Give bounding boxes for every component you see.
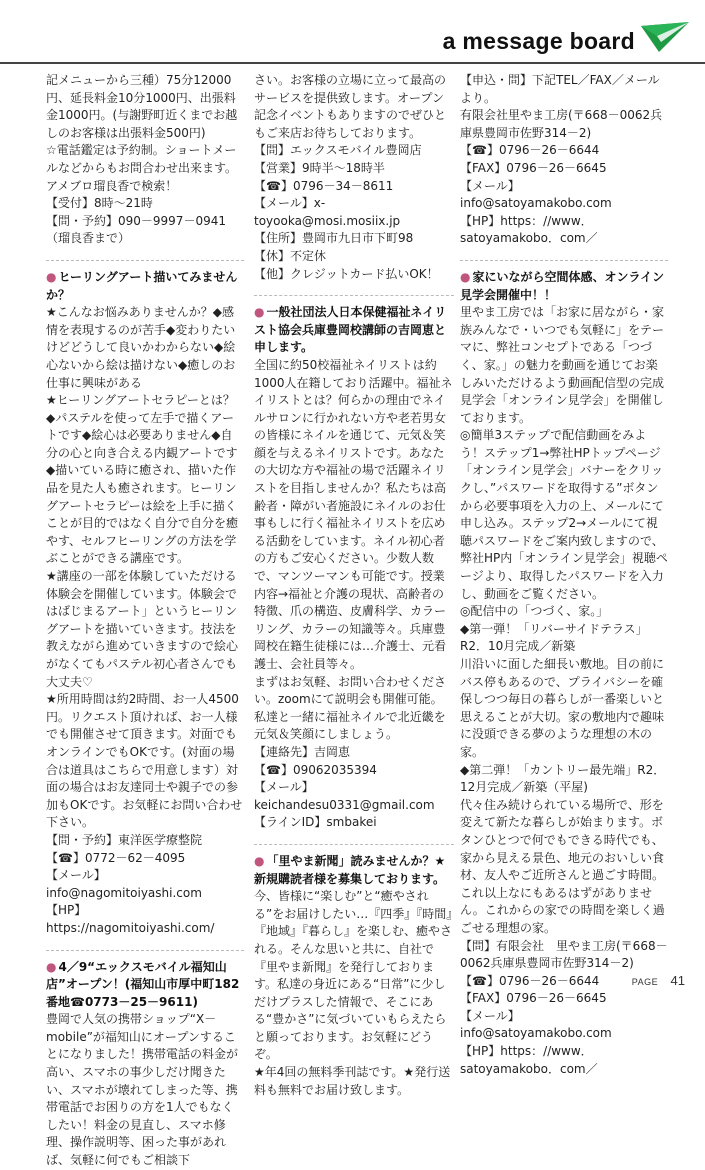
article-text: ◎簡単3ステップで配信動画をみよう！ステップ1→弊社HPトップページ「オンライン見学会」バナーをクリックし、”パスワードを取得する”ボタンから必要事項を入力の上、メールにて申し込み。ステップ2→メールにて視聴パスワードをご案内致しますので、弊社HP内「オンライン見学会」視聴ページより、取得したパスワードを入力し、動画をご覧ください。 bbox=[460, 428, 668, 601]
article-text: 【問】エックスモバイル豊岡店 bbox=[254, 143, 422, 158]
page-label: PAGE bbox=[631, 977, 659, 987]
article-text: 【ラインID】smbakei bbox=[254, 815, 377, 830]
article-text: 川沿いに面した細長い敷地。目の前にバス停もあるので、プライバシーを確保しつつ毎日の暮らしが一番楽しいと思えることが大切。家の敷地内で趣味に没頭できる夢のような理想の木の家。 bbox=[460, 657, 665, 759]
article-heading-text: 家にいながら空間体感、オンライン見学会開催中！！ bbox=[460, 269, 665, 302]
article-text: 【メール】keichandesu0331@gmail.com bbox=[254, 780, 435, 812]
article-text: ★年4回の無料季刊誌です。★発行送料も無料でお届け致します。 bbox=[254, 1065, 451, 1097]
column-3 bbox=[460, 72, 668, 1078]
article-text: ★所用時間は約2時間、お一人4500円。リクエスト頂ければ、お一人様でも開催させて頂きます。対面でもオンラインでもOKです。(対面の場合は道具はこちらで用意します）対面の場合はお友達同士や親子での参加もOKです。お気軽にお問い合わせ下さい。 bbox=[46, 692, 243, 830]
article-text: 【受付】8時～21時 bbox=[46, 196, 153, 211]
column-2 bbox=[254, 72, 454, 1099]
article-text: 【連絡先】吉岡恵 bbox=[254, 744, 351, 759]
article-text: 【HP】https://nagomitoiyashi.com/ bbox=[46, 903, 215, 935]
article-text: さい。お客様の立場に立って最高のサービスを提供致します。オープン記念イベントもありますのでぜひともご来店お待ちしております。 bbox=[254, 73, 447, 140]
article-heading bbox=[46, 959, 244, 1012]
article-text: 有限会社里やま工房(〒668－0062兵庫県豊岡市佐野314－2) bbox=[460, 108, 663, 140]
article-text: 【FAX】0796－26－6645 bbox=[460, 991, 607, 1006]
article-text: 代々住み続けられている場所で、形を変えて新たな暮らしが始まります。ボタンひとつで何でもできる時代でも、家から見える景色、地元のおいしい食材、友人やご近所さんと過ごす時間。これ以上なにもあるはずがありません。これからの家での時間を楽しく過ごせる理想の家。 bbox=[460, 797, 665, 935]
article-heading bbox=[46, 269, 244, 304]
article-separator bbox=[46, 260, 244, 261]
article-separator bbox=[254, 844, 454, 845]
article-text: 【メール】info@satoyamakobo.com bbox=[460, 178, 612, 211]
article-text: ◎配信中の「つづく、家。」 bbox=[460, 604, 609, 619]
article-separator bbox=[460, 260, 668, 261]
article-text: まずはお気軽、お問い合わせください。zoomにて説明会も開催可能。私達と一緒に福祉ネイルで北近畿を元気＆笑顔にしましょう。 bbox=[254, 674, 447, 742]
article-text: 【問・予約】東洋医学療整院 bbox=[46, 832, 203, 847]
article-heading-text: 一般社団法人日本保健福祉ネイリスト協会兵庫豊岡校講師の吉岡恵と申します。 bbox=[254, 305, 447, 355]
article-text: 【住所】豊岡市九日市下町98 bbox=[254, 231, 414, 246]
article-text: ★ヒーリングアートセラピーとは？◆パステルを使って左手で描くアートです◆絵心は必要ありません◆自分の心と向き合える内観アートです◆描いている時に癒され、描いた作品を見た人も癒されます。ヒーリングアートセラピーは絵を上手に描くことが目的ではなく自分で自分を癒やす、セルフヒーリングの方法を学ぶことができる講座です。 bbox=[46, 393, 239, 566]
article-text: 【HP】https：//www．satoyamakobo．com／ bbox=[460, 1044, 598, 1076]
article-text: 全国に約50校福祉ネイリストは約1000人在籍しており活躍中。福祉ネイリストとは？何らかの理由でネイルサロンに行かれない方や老若男女の皆様にネイルを通じて、元気＆笑顔を与えるネイリストです。あなたの大切な方や福祉の場で活躍ネイリストを目指しませんか？私たちは高齢者・障がい者施設にネイルのお仕事もしに行く福祉ネイリストを広める活動をしています。ネイル初心者の方もご安心ください。少数人数で、マンツーマンも可能です。授業内容→福祉と介護の現状、高齢者の特徴、爪の構造、皮膚科学、カラーリング、カラーの知識等々。兵庫豊岡校在籍生徒様には…介護士、元看護士、会社員等々。 bbox=[254, 357, 453, 671]
article-text: 今、皆様に“楽しむ”と“癒やされる”をお届けしたい…『四季』『時間』『地域』『暮らし』を楽しむ、癒やされる。そんな思いと共に、自社で『里やま新聞』を発行しております。私達の身近にある“日常”に少しだけプラスした情報で、そこにある“豊かさ”に気づいていもらえたらと願っております。お気軽にどうぞ。 bbox=[254, 889, 453, 1062]
bullet-dot-icon: ● bbox=[460, 269, 471, 284]
article-separator bbox=[254, 295, 454, 296]
article-text: 【メール】info@nagomitoiyashi.com bbox=[46, 868, 202, 900]
article-text: 【☎】09062035394 bbox=[254, 762, 377, 777]
article-text: ☆電話鑑定は予約制。ショートメールなどからもお問合わせ出来ます。アメブロ瑠良香で検索！ bbox=[46, 143, 238, 193]
article-text: 記メニューから三種）75分12000円、延長料金10分1000円、出張料金1000円。(与謝野町近くまでお越しのお客様は出張料金500円) bbox=[46, 73, 238, 140]
bullet-dot-icon: ● bbox=[46, 269, 57, 284]
bullet-dot-icon: ● bbox=[254, 305, 265, 320]
paper-plane-icon bbox=[639, 20, 691, 54]
article-text: 【営業】9時半～18時半 bbox=[254, 160, 385, 175]
article-text: 豊岡で人気の携帯ショップ“X－mobile”が福知山にオープンすることになりました！携帯電話の料金が高い、スマホの事少しだけ聞きたい、スマホが壊れてしまった等、携帯電話でお困りの方を1人でもなくしたい！料金の見直し、スマホ修理、操作説明等、困った事があれば、気軽に何でもご相談下 bbox=[46, 1012, 239, 1168]
article-text: 【☎】0796－26－6644 bbox=[460, 973, 600, 988]
article-separator bbox=[46, 950, 244, 951]
article-text: 【他】クレジットカード払いOK！ bbox=[254, 266, 439, 281]
article-text: ◆第二弾！「カントリー最先端」R2．12月完成／新築（平屋) bbox=[460, 762, 666, 795]
article-heading-text: 4／9“エックスモバイル福知山店”オープン！(福知山市厚中町182番地☎0773－25－9611) bbox=[46, 959, 240, 1009]
article-text: ★講座の一部を体験していただける体験会を開催しています。体験会ではばじまるアート」というヒーリングアートを描いていきます。技法を教えながら進めていきますので絵心がなくてもパステル初心者さんでも大丈夫♡ bbox=[46, 569, 239, 689]
page-header bbox=[0, 0, 705, 60]
article-text: 【問・予約】090－9997－0941（瑠良香まで） bbox=[46, 213, 226, 246]
bullet-dot-icon: ● bbox=[254, 853, 265, 868]
header-rule bbox=[0, 62, 705, 64]
article-text: 【☎】0796－26－6644 bbox=[460, 143, 600, 158]
article-text: 【休】不定休 bbox=[254, 248, 327, 263]
article-heading-text: 「里やま新聞」読みませんか？★新規購読者様を募集しております。 bbox=[254, 853, 446, 886]
page-title: a message board bbox=[442, 28, 635, 54]
article-text: 【HP】https：//www．satoyamakobo．com／ bbox=[460, 213, 598, 246]
article-text: 【FAX】0796－26－6645 bbox=[460, 160, 607, 175]
article-text: ◆第一弾！「リバーサイドテラス」R2．10月完成／新築 bbox=[460, 621, 648, 654]
article-text: 【メール】info@satoyamakobo.com bbox=[460, 1008, 612, 1041]
article-heading bbox=[254, 304, 454, 357]
column-1 bbox=[46, 72, 244, 1170]
bullet-dot-icon: ● bbox=[46, 959, 57, 974]
article-text: 【メール】x-toyooka@mosi.mosiix.jp bbox=[254, 196, 401, 228]
article-text: 里やま工房では「お家に居ながら・家族みんなで・いつでも気軽に」をテーマに、弊社コンセプトである「つづく、家。」の魅力を動画を通じてお楽しみいただけるよう動画配信型の完成見学会「オンライン見学会」を開催しております。 bbox=[460, 305, 665, 425]
article-text: ★こんなお悩みありませんか？◆感情を表現するのが苦手◆変わりたいけどどうして良いかわからない◆絵心ないから絵は描けない◆癒しのお仕事に興味がある bbox=[46, 305, 236, 390]
article-text: 【☎】0772－62－4095 bbox=[46, 850, 186, 865]
page-number: 41 bbox=[670, 973, 685, 988]
article-text: 【申込・問】下記TEL／FAX／メールより。 bbox=[460, 73, 660, 105]
article-heading-text: ヒーリングアート描いてみませんか？ bbox=[46, 269, 238, 302]
article-heading bbox=[460, 269, 668, 304]
page-footer bbox=[632, 972, 685, 990]
article-text: 【問】有限会社 里やま工房(〒668－0062兵庫県豊岡市佐野314－2) bbox=[460, 938, 668, 971]
article-heading bbox=[254, 853, 454, 888]
article-text: 【☎】0796－34－8611 bbox=[254, 178, 394, 193]
